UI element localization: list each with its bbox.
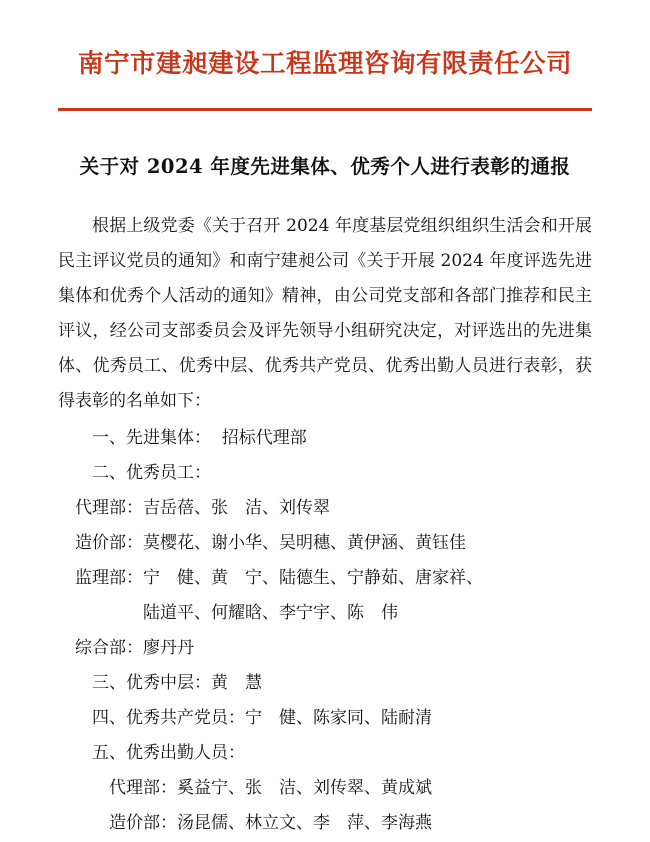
list-item: 一、先进集体： 招标代理部 <box>92 427 307 448</box>
list-item: 代理部：奚益宁、张 洁、刘传翠、黄成斌 <box>109 777 432 798</box>
body-text <box>58 209 592 419</box>
company-letterhead: 南宁市建昶建设工程监理咨询有限责任公司 <box>77 49 572 79</box>
list-item: 代理部：吉岳蓓、张 洁、刘传翠 <box>75 497 330 518</box>
red-rule-line <box>58 108 592 111</box>
list-item: 造价部：汤昆儒、林立文、李 萍、李海燕 <box>109 812 432 833</box>
list-item: 四、优秀共产党员：宁 健、陈家同、陆耐清 <box>92 707 432 728</box>
body-paragraph: 根据上级党委《关于召开 2024 年度基层党组织组织生活会和开展民主评议党员的通知》和南宁建昶公司《关于开展 2024 年度评选先进集体和优秀个人活动的通知》精神，由公司党支部和各部门推荐和民主评议，经公司支部委员会及评先领导小组研究决定，对评选出的先进集体、优秀员工、优秀中层、优秀共产党员、优秀出勤人员进行表彰，获得表彰的名单如下： <box>58 215 592 411</box>
list-item: 综合部：廖丹丹 <box>75 637 194 658</box>
list-item: 五、优秀出勤人员： <box>92 742 245 763</box>
document-title: 关于对 2024 年度先进集体、优秀个人进行表彰的通报 <box>79 154 571 178</box>
letterhead-divider <box>58 80 592 111</box>
award-list <box>58 421 592 841</box>
list-item: 陆道平、何耀晗、李宁宇、陈 伟 <box>143 602 398 623</box>
list-item: 监理部：宁 健、黄 宁、陆德生、宁静茹、唐家祥、 <box>75 567 483 588</box>
list-item: 二、优秀员工： <box>92 462 211 483</box>
list-item: 三、优秀中层：黄 慧 <box>92 672 262 693</box>
list-item: 造价部：莫樱花、谢小华、吴明穗、黄伊涵、黄钰佳 <box>75 532 466 553</box>
